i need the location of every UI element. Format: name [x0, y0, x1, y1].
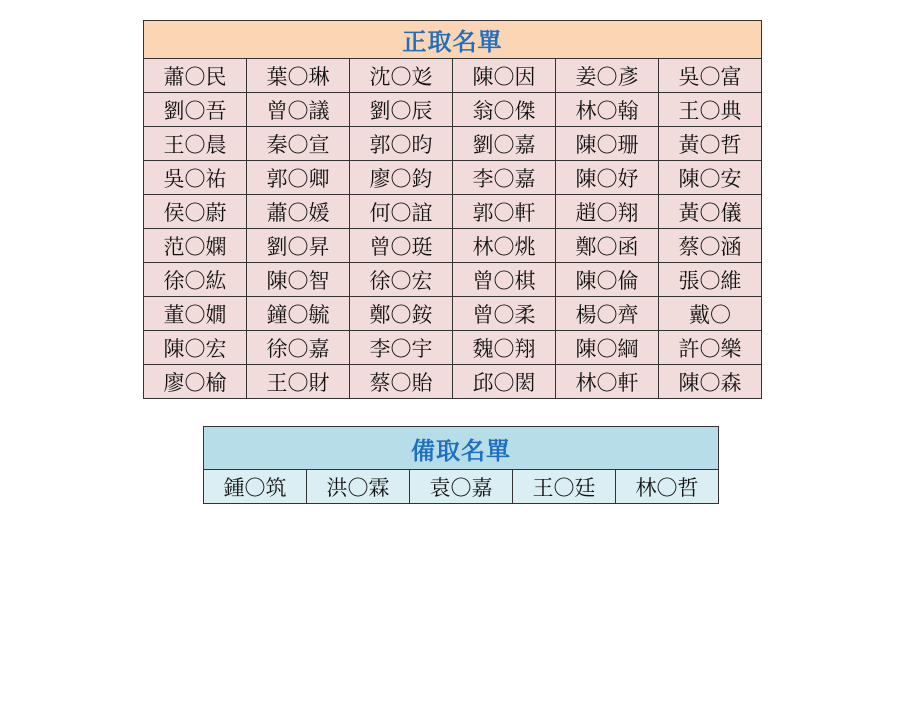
name-cell: 張〇維	[659, 263, 762, 297]
main-name-row	[144, 127, 762, 161]
name-cell: 林〇軒	[556, 365, 659, 399]
name-cell: 袁〇嘉	[410, 470, 513, 504]
name-cell: 劉〇昇	[247, 229, 350, 263]
name-cell: 林〇烑	[453, 229, 556, 263]
name-cell: 黃〇儀	[659, 195, 762, 229]
name-cell: 林〇哲	[616, 470, 719, 504]
name-cell: 蔡〇涵	[659, 229, 762, 263]
name-cell: 姜〇彥	[556, 59, 659, 93]
main-title-row	[144, 21, 762, 59]
name-cell: 侯〇蔚	[144, 195, 247, 229]
backup-list-title: 備取名單	[204, 427, 719, 470]
main-name-row	[144, 297, 762, 331]
name-cell: 王〇典	[659, 93, 762, 127]
name-cell: 蕭〇民	[144, 59, 247, 93]
name-cell: 魏〇翔	[453, 331, 556, 365]
main-name-row	[144, 263, 762, 297]
main-name-row	[144, 195, 762, 229]
name-cell: 鄭〇函	[556, 229, 659, 263]
name-cell: 陳〇宏	[144, 331, 247, 365]
backup-admission-table	[203, 426, 719, 504]
name-cell: 王〇晨	[144, 127, 247, 161]
name-cell: 秦〇宣	[247, 127, 350, 161]
name-cell: 楊〇齊	[556, 297, 659, 331]
main-list-title: 正取名單	[144, 21, 762, 59]
name-cell: 洪〇霖	[307, 470, 410, 504]
main-name-row	[144, 229, 762, 263]
name-cell: 陳〇安	[659, 161, 762, 195]
backup-title-row	[204, 427, 719, 470]
name-cell: 劉〇吾	[144, 93, 247, 127]
name-cell: 趙〇翔	[556, 195, 659, 229]
name-cell: 翁〇傑	[453, 93, 556, 127]
name-cell: 徐〇紘	[144, 263, 247, 297]
name-cell: 鄭〇銨	[350, 297, 453, 331]
backup-name-row	[204, 470, 719, 504]
name-cell: 范〇嫻	[144, 229, 247, 263]
main-name-row	[144, 93, 762, 127]
main-name-row	[144, 161, 762, 195]
name-cell: 廖〇榆	[144, 365, 247, 399]
name-cell: 郭〇昀	[350, 127, 453, 161]
name-cell: 王〇財	[247, 365, 350, 399]
name-cell: 蕭〇媛	[247, 195, 350, 229]
name-cell: 曾〇珽	[350, 229, 453, 263]
name-cell: 沈〇彣	[350, 59, 453, 93]
name-cell: 吳〇富	[659, 59, 762, 93]
name-cell: 邱〇閎	[453, 365, 556, 399]
name-cell: 鐘〇毓	[247, 297, 350, 331]
name-cell: 郭〇軒	[453, 195, 556, 229]
name-cell: 曾〇議	[247, 93, 350, 127]
name-cell: 王〇廷	[513, 470, 616, 504]
name-cell: 劉〇辰	[350, 93, 453, 127]
main-admission-table	[143, 20, 762, 399]
name-cell: 陳〇綱	[556, 331, 659, 365]
main-name-row	[144, 365, 762, 399]
main-name-row	[144, 59, 762, 93]
name-cell: 陳〇因	[453, 59, 556, 93]
name-cell: 徐〇嘉	[247, 331, 350, 365]
name-cell: 陳〇倫	[556, 263, 659, 297]
name-cell: 陳〇珊	[556, 127, 659, 161]
name-cell: 葉〇琳	[247, 59, 350, 93]
name-cell: 何〇誼	[350, 195, 453, 229]
name-cell: 鍾〇筑	[204, 470, 307, 504]
name-cell: 許〇樂	[659, 331, 762, 365]
name-cell: 曾〇棋	[453, 263, 556, 297]
name-cell: 李〇宇	[350, 331, 453, 365]
name-cell: 林〇翰	[556, 93, 659, 127]
name-cell: 董〇嫺	[144, 297, 247, 331]
name-cell: 黃〇哲	[659, 127, 762, 161]
name-cell: 曾〇柔	[453, 297, 556, 331]
name-cell: 李〇嘉	[453, 161, 556, 195]
name-cell: 戴〇	[659, 297, 762, 331]
name-cell: 徐〇宏	[350, 263, 453, 297]
name-cell: 劉〇嘉	[453, 127, 556, 161]
name-cell: 陳〇森	[659, 365, 762, 399]
name-cell: 郭〇卿	[247, 161, 350, 195]
name-cell: 陳〇智	[247, 263, 350, 297]
name-cell: 蔡〇貽	[350, 365, 453, 399]
name-cell: 吳〇祐	[144, 161, 247, 195]
name-cell: 廖〇鈞	[350, 161, 453, 195]
name-cell: 陳〇妤	[556, 161, 659, 195]
main-name-row	[144, 331, 762, 365]
